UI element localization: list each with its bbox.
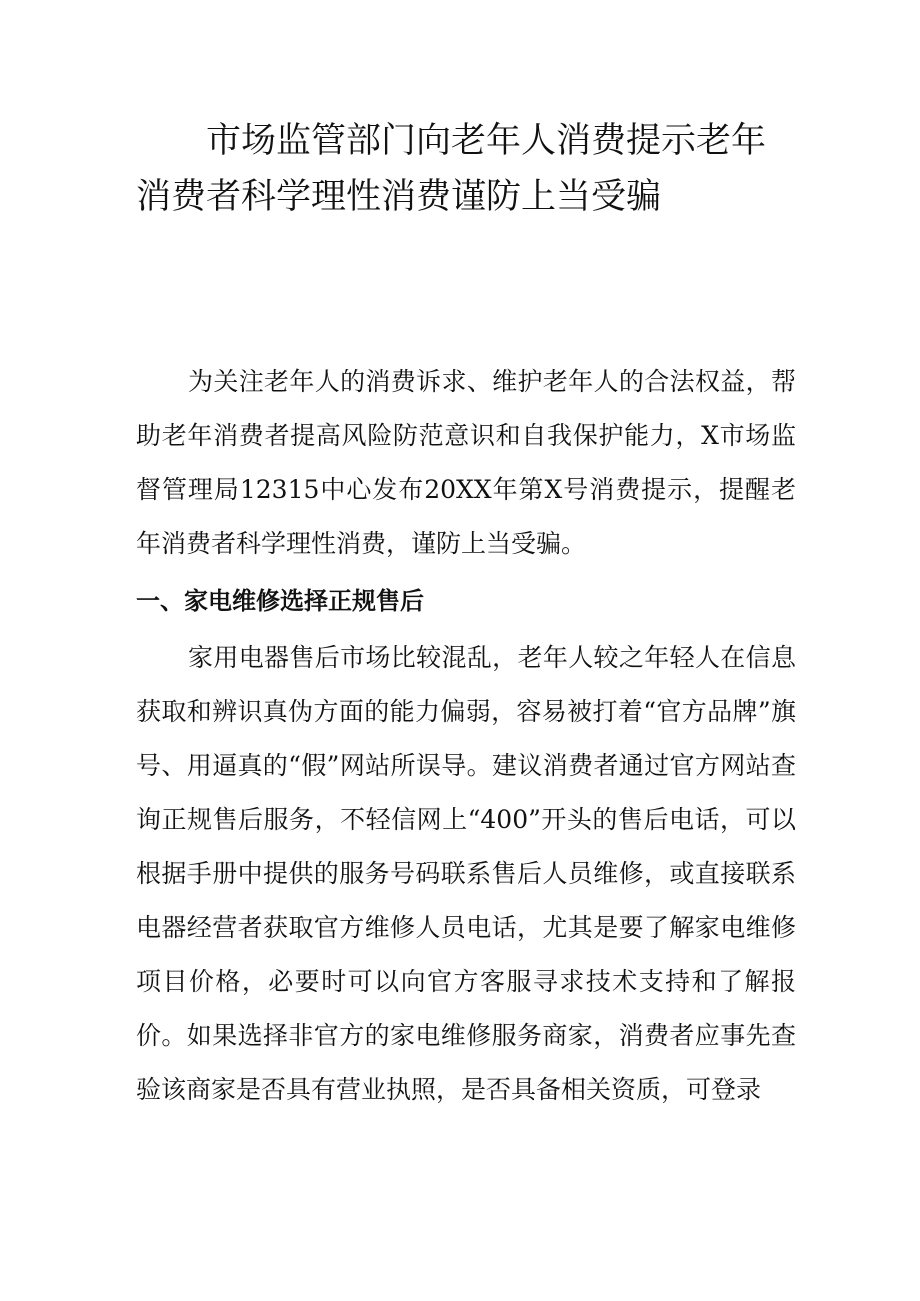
section-paragraph: 家用电器售后市场比较混乱，老年人较之年轻人在信息获取和辨识真伪方面的能力偏弱，容易被打着“官方品牌”旗号、用逼真的“假”网站所误导。建议消费者通过官方网站查询正规售后服务，不轻信网上“400”开头的售后电话，可以根据手册中提供的服务号码联系售后人员维修，或直接联系电器经营者获取官方维修人员电话，尤其是要了解家电维修项目价格，必要时可以向官方客服寻求技术支持和了解报价。如果选择非官方的家电维修服务商家，消费者应事先查验该商家是否具有营业执照，是否具备相关资质，可登录 bbox=[136, 643, 796, 1104]
intro-paragraph: 为关注老年人的消费诉求、维护老年人的合法权益，帮助老年消费者提高风险防范意识和自我保护能力，X市场监督管理局12315中心发布20XX年第X号消费提示，提醒老年消费者科学理性消费，谨防上当受骗。 bbox=[136, 367, 796, 558]
document-body bbox=[136, 355, 796, 1117]
document-title: 市场监管部门向老年人消费提示老年消费者科学理性消费谨防上当受骗 bbox=[136, 121, 767, 217]
section-heading: 一、家电维修选择正规售后 bbox=[136, 587, 424, 615]
